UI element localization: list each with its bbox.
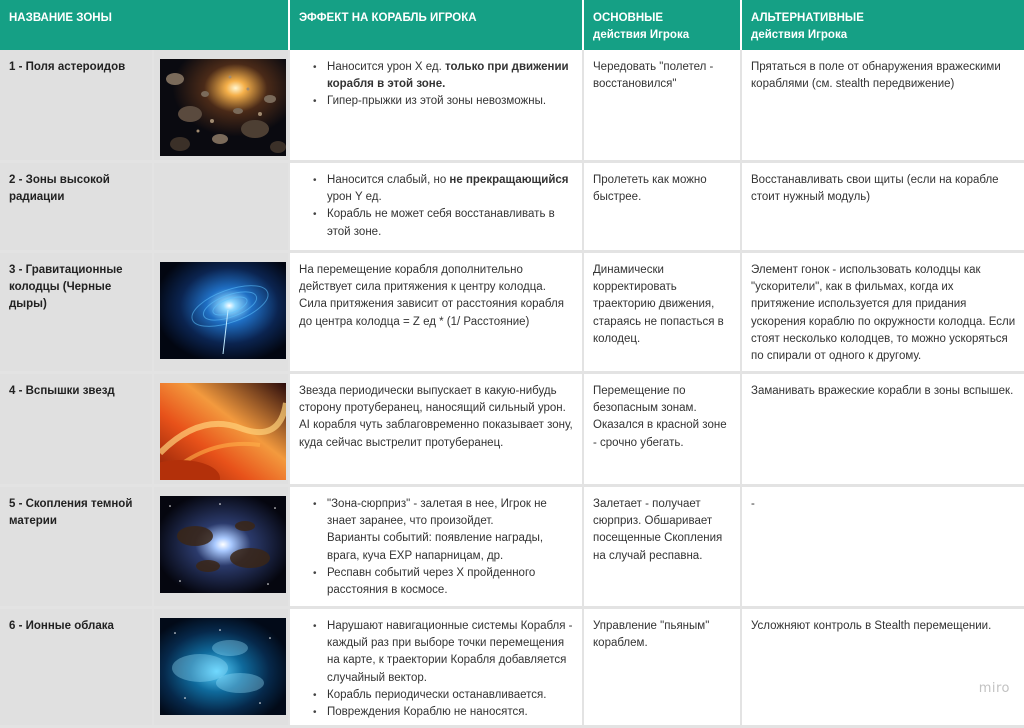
header-alt-actions: АЛЬТЕРНАТИВНЫЕ действия Игрока xyxy=(741,0,1024,50)
effect-bullet: • Гипер-прыжки из этой зоны невозможны. xyxy=(327,93,574,110)
zone-image-cell xyxy=(153,252,289,373)
zone-image-cell xyxy=(153,608,289,727)
header-main-actions: ОСНОВНЫЕ действия Игрока xyxy=(583,0,741,50)
effect-cell xyxy=(289,486,583,608)
zone-name: 5 - Скопления темной материи xyxy=(0,486,153,608)
table-row xyxy=(0,373,1024,486)
effect-bullet: • Респавн событий через X пройденного расстояния в космосе. xyxy=(327,565,574,599)
main-actions-cell: Управление "пьяным" кораблем. xyxy=(583,608,741,727)
table-header-row xyxy=(0,0,1024,50)
asteroid-field-image xyxy=(160,59,286,156)
zone-image-cell xyxy=(153,486,289,608)
zone-name: 2 - Зоны высокой радиации xyxy=(0,162,153,252)
alt-actions-cell: Заманивать вражеские корабли в зоны вспышек. xyxy=(741,373,1024,486)
alt-actions-cell: Прятаться в поле от обнаружения вражескими кораблями (см. stealth передвижение) xyxy=(741,50,1024,162)
dark-matter-image xyxy=(160,496,286,593)
alt-actions-cell: Восстанавливать свои щиты (если на корабле стоит нужный модуль) xyxy=(741,162,1024,252)
effect-cell: На перемещение корабля дополнительно действует сила притяжения к центру колодца. Сила притяжения зависит от расстояния корабля до центра колодца = Z ед * (1/ Расстояние) xyxy=(289,252,583,373)
main-actions-cell: Пролететь как можно быстрее. xyxy=(583,162,741,252)
effect-paragraph: AI корабля чуть заблаговременно показывает зону, куда сейчас выстрелит протуберанец. xyxy=(299,419,573,449)
header-effect: ЭФФЕКТ НА КОРАБЛЬ ИГРОКА xyxy=(289,0,583,50)
table-row xyxy=(0,252,1024,373)
main-actions-cell: Динамически корректировать траекторию движения, стараясь не попасться в колодец. xyxy=(583,252,741,373)
effect-bullet: • Наносится слабый, но не прекращающийся урон Y ед. xyxy=(327,172,574,206)
effect-cell xyxy=(289,608,583,727)
zone-name: 4 - Вспышки звезд xyxy=(0,373,153,486)
zone-name: 3 - Гравитационные колодцы (Черные дыры) xyxy=(0,252,153,373)
zone-name: 1 - Поля астероидов xyxy=(0,50,153,162)
zone-image-cell xyxy=(153,162,289,252)
black-hole-image xyxy=(160,262,286,359)
effect-cell xyxy=(289,162,583,252)
zone-image-cell xyxy=(153,373,289,486)
header-zone-name: НАЗВАНИЕ ЗОНЫ xyxy=(0,0,289,50)
zone-image-cell xyxy=(153,50,289,162)
table-row xyxy=(0,162,1024,252)
effect-bullet: • Повреждения Кораблю не наносятся. xyxy=(327,704,574,721)
effect-cell xyxy=(289,373,583,486)
table-row xyxy=(0,486,1024,608)
main-actions-cell: Перемещение по безопасным зонам. Оказался в красной зоне - срочно убегать. xyxy=(583,373,741,486)
effect-bullet: • Корабль периодически останавливается. xyxy=(327,687,574,704)
table-row xyxy=(0,608,1024,727)
effect-paragraph: Звезда периодически выпускает в какую-нибудь сторону протуберанец, наносящий сильный урон. xyxy=(299,385,566,415)
effect-bullet: • Наносится урон X ед. только при движении корабля в этой зоне. xyxy=(327,59,574,93)
alt-actions-cell: - xyxy=(741,486,1024,608)
alt-actions-cell: Усложняют контроль в Stealth перемещении. xyxy=(741,608,1024,727)
effect-bullet: • Нарушают навигационные системы Корабля - каждый раз при выборе точки перемещения на карте, к траектории Корабля добавляется случайный вектор. xyxy=(327,618,574,687)
effect-cell xyxy=(289,50,583,162)
star-flare-image xyxy=(160,383,286,480)
main-actions-cell: Залетает - получает сюрприз. Обшаривает посещенные Скопления на случай респавна. xyxy=(583,486,741,608)
zone-name: 6 - Ионные облака xyxy=(0,608,153,727)
table-row xyxy=(0,50,1024,162)
effect-bullet: • "Зона-сюрприз" - залетая в нее, Игрок не знает заранее, что произойдет. Варианты событий: появление награды, врага, куча EXP напарницам, др. xyxy=(327,496,574,565)
effect-bullet: • Корабль не может себя восстанавливать в этой зоне. xyxy=(327,206,574,240)
miro-watermark: miro xyxy=(978,681,1010,696)
alt-actions-cell: Элемент гонок - использовать колодцы как "ускорители", как в фильмах, когда их притяжение используется для придания ускорения кораблю по окружности колодца. Если стоят несколько колодцев, то можно ускоряться по спирали от одного к другому. xyxy=(741,252,1024,373)
main-actions-cell: Чередовать "полетел - восстановился" xyxy=(583,50,741,162)
ion-cloud-image xyxy=(160,618,286,715)
